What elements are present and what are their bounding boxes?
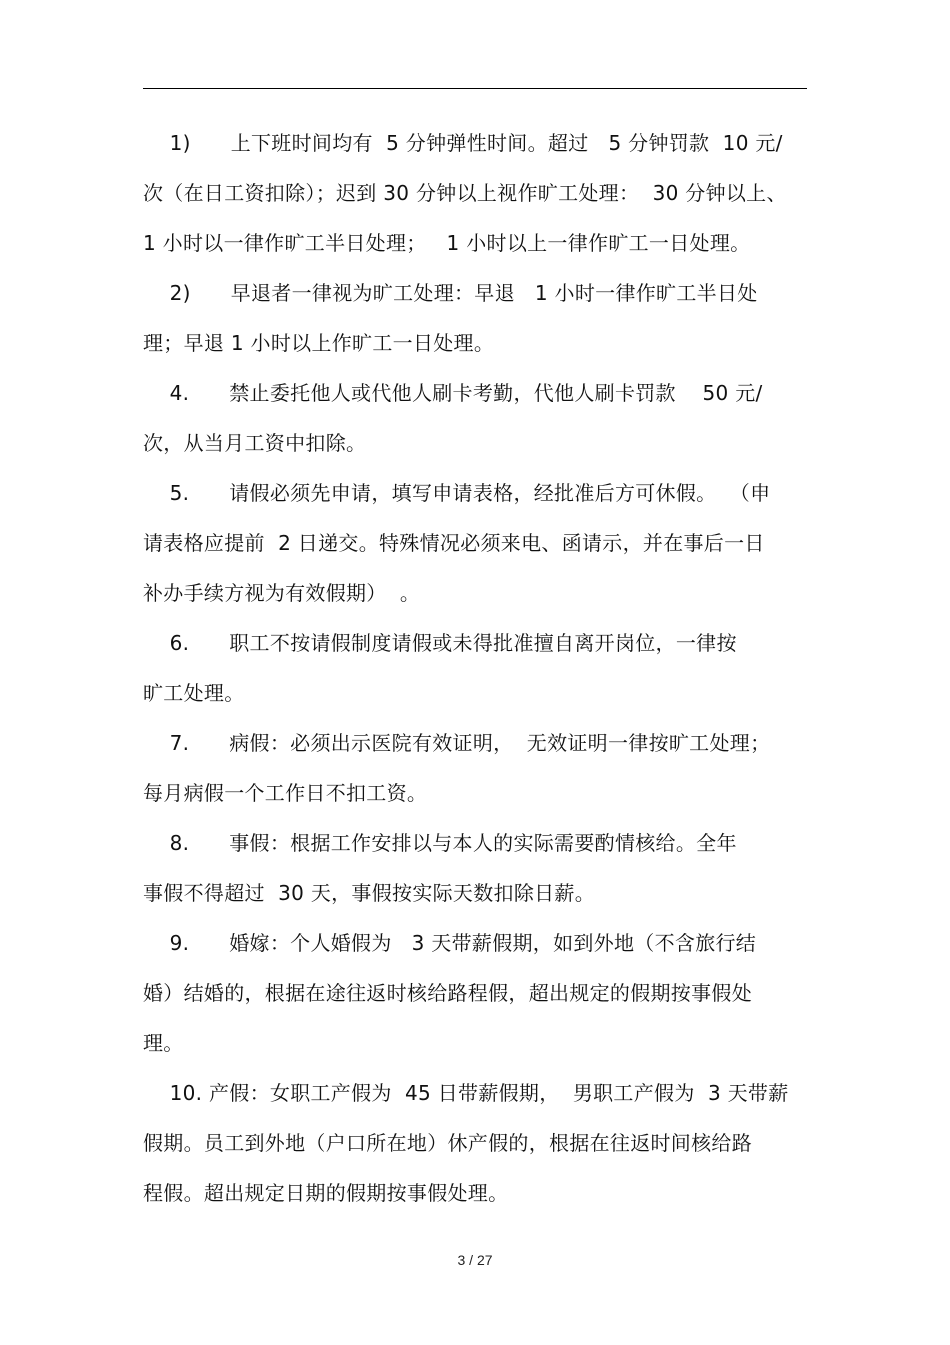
text-line: 每月病假一个工作日不扣工资。 <box>143 781 428 805</box>
text-line: 1 小时以一律作旷工半日处理； 1 小时以上一律作旷工一日处理。 <box>143 231 751 255</box>
text-line: 理；早退 1 小时以上作旷工一日处理。 <box>143 331 495 355</box>
text-line: 1) 上下班时间均有 5 分钟弹性时间。超过 5 分钟罚款 10 元/ <box>143 131 783 155</box>
text-line: 7. 病假：必须出示医院有效证明， 无效证明一律按旷工处理； <box>143 731 771 755</box>
header-rule <box>143 88 807 89</box>
text-line: 次（在日工资扣除）；迟到 30 分钟以上视作旷工处理： 30 分钟以上、 <box>143 181 787 205</box>
text-line: 补办手续方视为有效假期） 。 <box>143 581 421 605</box>
text-line: 6. 职工不按请假制度请假或未得批准擅自离开岗位，一律按 <box>143 631 737 655</box>
text-line: 事假不得超过 30 天，事假按实际天数扣除日薪。 <box>143 881 596 905</box>
text-line: 请表格应提前 2 日递交。特殊情况必须来电、函请示，并在事后一日 <box>143 531 765 555</box>
text-line: 旷工处理。 <box>143 681 245 705</box>
text-line: 8. 事假：根据工作安排以与本人的实际需要酌情核给。全年 <box>143 831 737 855</box>
text-line: 婚）结婚的，根据在途往返时核给路程假，超出规定的假期按事假处 <box>143 981 752 1005</box>
text-line: 次，从当月工资中扣除。 <box>143 431 367 455</box>
text-line: 2) 早退者一律视为旷工处理：早退 1 小时一律作旷工半日处 <box>143 281 758 305</box>
text-line: 程假。超出规定日期的假期按事假处理。 <box>143 1181 509 1205</box>
text-line: 10. 产假：女职工产假为 45 日带薪假期， 男职工产假为 3 天带薪 <box>143 1081 789 1105</box>
text-line: 4. 禁止委托他人或代他人刷卡考勤，代他人刷卡罚款 50 元/ <box>143 381 763 405</box>
document-body <box>143 118 807 1218</box>
page-number: 3 / 27 <box>457 1252 493 1268</box>
text-line: 9. 婚嫁：个人婚假为 3 天带薪假期，如到外地（不含旅行结 <box>143 931 757 955</box>
text-line: 假期。员工到外地（户口所在地）休产假的，根据在往返时间核给路 <box>143 1131 752 1155</box>
text-line: 5. 请假必须先申请，填写申请表格，经批准后方可休假。 （申 <box>143 481 771 505</box>
text-line: 理。 <box>143 1031 184 1055</box>
